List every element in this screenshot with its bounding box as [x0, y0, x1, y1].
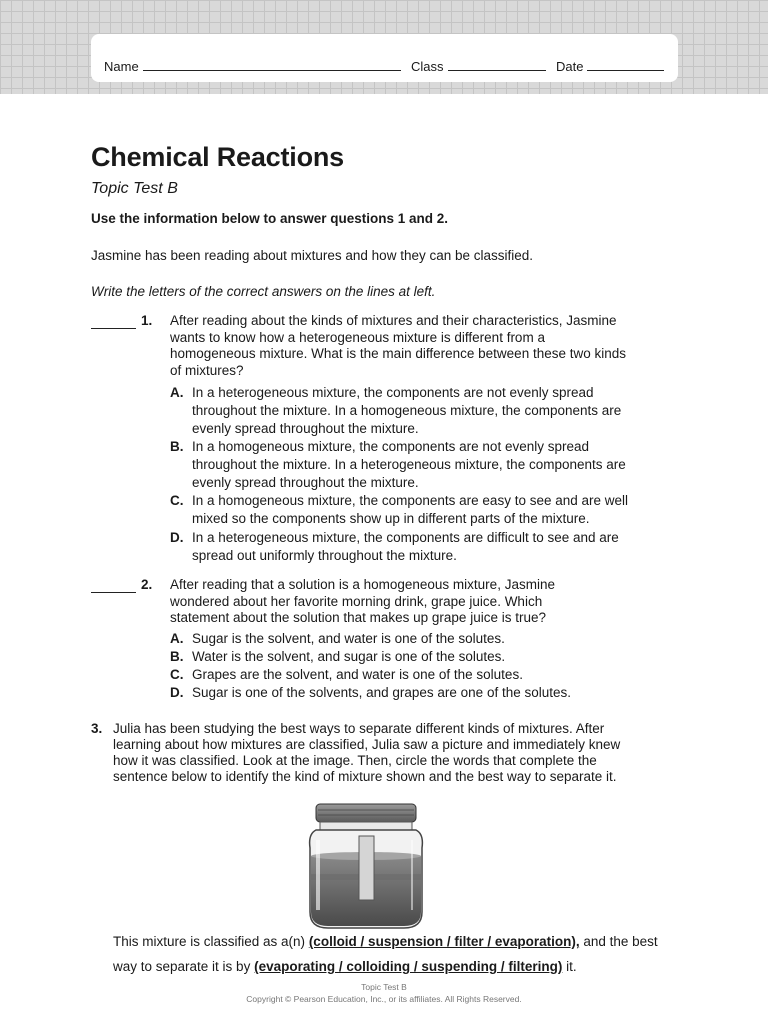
answer-blank-1[interactable]	[91, 314, 136, 329]
sentence-part-1: This mixture is classified as a(n)	[113, 934, 309, 949]
question-text: After reading that a solution is a homogeneous mixture, Jasmine wondered about her favorite morning drink, grape juice. Which statement about the solution that makes up grape juice is true?	[170, 577, 555, 625]
question-number: 3.	[91, 721, 103, 736]
answer-choice	[170, 648, 650, 666]
sentence-part-3: it.	[562, 959, 577, 974]
choice-letter: C.	[170, 667, 184, 682]
name-field[interactable]	[104, 58, 401, 74]
classification-options[interactable]: (colloid / suspension / filter / evaporation),	[308, 934, 580, 949]
fill-in-sentence	[113, 934, 693, 949]
answer-choice	[170, 438, 640, 492]
question-text: After reading about the kinds of mixtures and their characteristics, Jasmine wants to know how a heterogeneous mixture is different from a homogeneous mixture. What is the main difference between these two kinds of mixtures?	[170, 313, 627, 378]
choice-letter: B.	[170, 439, 184, 454]
footer-copyright: Copyright © Pearson Education, Inc., or its affiliates. All Rights Reserved.	[246, 994, 522, 1004]
name-class-date-box	[91, 34, 678, 82]
sentence-part-2: and the best	[579, 934, 658, 949]
page-subtitle: Topic Test B	[91, 180, 178, 197]
choice-letter: D.	[170, 530, 184, 545]
question-number: 2.	[141, 577, 153, 592]
page-title: Chemical Reactions	[91, 142, 344, 172]
choice-text: Grapes are the solvent, and water is one of the solutes.	[192, 667, 523, 682]
sentence-part-2-continued: way to separate it is by	[113, 959, 255, 974]
answer-choice	[170, 384, 640, 438]
context-paragraph: Jasmine has been reading about mixtures and how they can be classified.	[91, 248, 534, 263]
question-number: 1.	[141, 313, 153, 328]
answer-choice	[170, 492, 645, 528]
choice-letter: B.	[170, 649, 184, 664]
class-label: Class	[411, 59, 444, 74]
choice-text: In a heterogeneous mixture, the components are difficult to see and are spread out uniformly throughout the mixture.	[192, 530, 619, 563]
answer-blank-2[interactable]	[91, 578, 136, 593]
choice-letter: A.	[170, 631, 184, 646]
choice-text: In a homogeneous mixture, the components are easy to see and are well mixed so the components show up in different parts of the mixture.	[192, 493, 629, 526]
jar-mixture-image	[302, 800, 430, 932]
answer-choice	[170, 529, 640, 565]
date-line[interactable]	[587, 58, 664, 71]
footer-test-name: Topic Test B	[361, 982, 407, 992]
choice-text: In a homogeneous mixture, the components are not evenly spread throughout the mixture. In a heterogeneous mixture, the components are evenly spread throughout the mixture.	[192, 439, 626, 490]
instructions-questions-1-2: Use the information below to answer questions 1 and 2.	[91, 211, 449, 226]
answer-instructions: Write the letters of the correct answers on the lines at left.	[91, 284, 436, 299]
answer-choice	[170, 630, 650, 648]
choice-text: Sugar is the solvent, and water is one of the solutes.	[192, 631, 505, 646]
fill-in-sentence-line-2	[113, 959, 693, 974]
name-line[interactable]	[143, 58, 401, 71]
choice-text: Water is the solvent, and sugar is one of the solutes.	[192, 649, 506, 664]
choice-letter: D.	[170, 685, 184, 700]
answer-choice	[170, 666, 650, 684]
choice-letter: A.	[170, 385, 184, 400]
choice-text: In a heterogeneous mixture, the components are not evenly spread throughout the mixture. In a homogeneous mixture, the components are evenly spread throughout the mixture.	[192, 385, 622, 436]
question-text: Julia has been studying the best ways to separate different kinds of mixtures. After learning about how mixtures are classified, Julia saw a picture and immediately knew how it was classified. Look at the image. Then, circle the words that complete the sentence below to identify the kind of mixture shown and the best way to separate it.	[113, 721, 621, 784]
class-field[interactable]	[411, 58, 546, 74]
choice-text: Sugar is one of the solvents, and grapes are one of the solutes.	[192, 685, 571, 700]
name-label: Name	[104, 59, 139, 74]
class-line[interactable]	[448, 58, 546, 71]
separation-options[interactable]: (evaporating / colloiding / suspending / filtering)	[254, 959, 563, 974]
choice-letter: C.	[170, 493, 184, 508]
date-field[interactable]	[556, 58, 664, 74]
date-label: Date	[556, 59, 584, 74]
answer-choice	[170, 684, 650, 702]
